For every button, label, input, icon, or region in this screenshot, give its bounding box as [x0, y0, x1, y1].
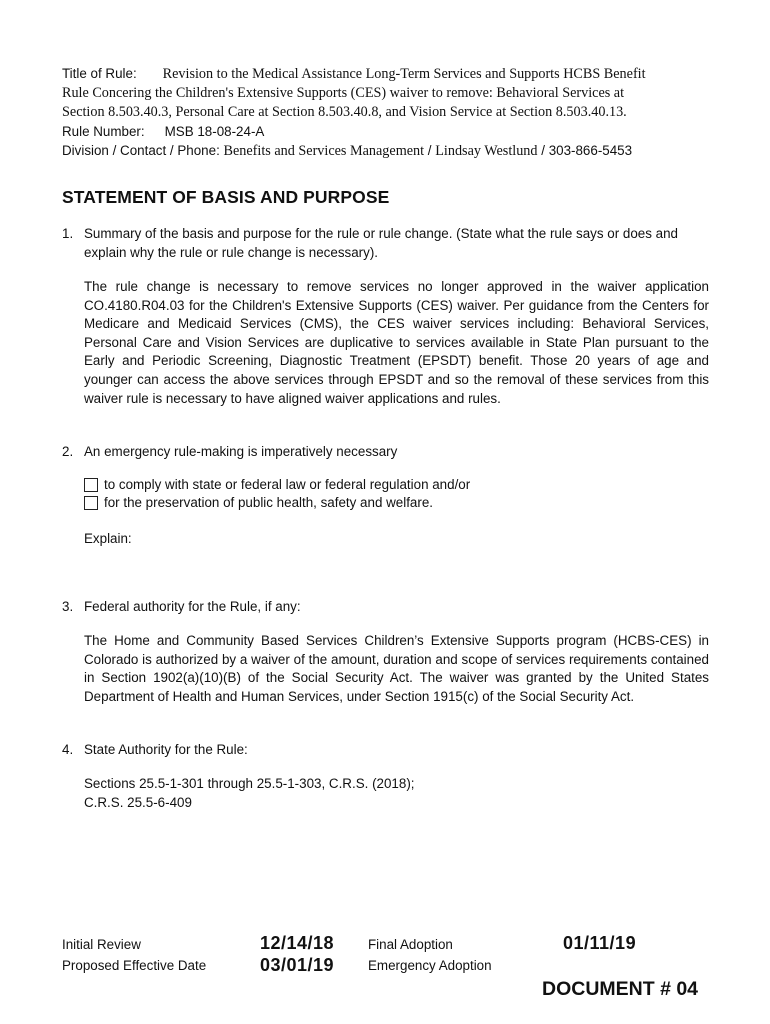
public-safety-checkbox[interactable]: [84, 496, 98, 510]
section-1-number: 1.: [62, 226, 74, 241]
section-4-answer-line-1: Sections 25.5-1-301 through 25.5-1-303, C.R.S. (2018);: [84, 776, 415, 791]
proposed-effective-date: 03/01/19: [260, 955, 335, 975]
division-label: Division / Contact / Phone:: [62, 143, 220, 158]
title-of-rule-line-2: Rule Concering the Children's Extensive Supports (CES) waiver to remove: Behavioral Services at: [62, 85, 625, 101]
section-4-question-text: State Authority for the Rule:: [84, 742, 248, 757]
section-2-question-text: An emergency rule-making is imperatively necessary: [84, 444, 398, 459]
section-3-number: 3.: [62, 599, 74, 614]
title-of-rule-label: Title of Rule:: [62, 66, 137, 81]
section-3-question: [62, 598, 710, 617]
section-1-question: [62, 225, 710, 262]
rule-header: Title of Rule: Revision to the Medical Assistance Long-Term Services and Supports HCBS Benefit Rule Concering the Children's Extensive Supports (CES) waiver to remove: Behavioral Services at Section 8.503.40.3, Personal Care at Section 8.503.40.8, and Vision Service at Section 8.503.40.13. Rule Number: MSB 18-08-24-A Division / Contact / Phone: Benefits and Services Management / Lindsay Westlund / 303-866-5453: [62, 64, 712, 161]
document-number: DOCUMENT # 04: [542, 978, 699, 1000]
title-of-rule-line-1: Revision to the Medical Assistance Long-Term Services and Supports HCBS Benefit: [162, 66, 646, 82]
law-compliance-label: to comply with state or federal law or federal regulation and/or: [104, 477, 471, 492]
final-adoption-date: 01/11/19: [563, 933, 637, 953]
public-safety-label: for the preservation of public health, safety and welfare.: [104, 495, 434, 510]
emergency-option-law[interactable]: [84, 476, 470, 495]
section-4-question: [62, 741, 710, 760]
section-4-answer-line-2: C.R.S. 25.5-6-409: [84, 795, 192, 810]
initial-review-label: Initial Review: [62, 937, 141, 952]
division-name: Benefits and Services Management: [223, 143, 425, 159]
emergency-option-safety[interactable]: [84, 494, 433, 513]
statement-title: STATEMENT OF BASIS AND PURPOSE: [62, 187, 390, 207]
contact-name: Lindsay Westlund: [435, 143, 538, 159]
section-4-number: 4.: [62, 742, 74, 757]
section-2-question: [62, 443, 710, 462]
explain-label: Explain:: [84, 531, 132, 546]
law-compliance-checkbox[interactable]: [84, 478, 98, 492]
section-3-answer: The Home and Community Based Services Children’s Extensive Supports program (HCBS-CES) in Colorado is authorized by a waiver of the amount, duration and scope of services requirements contained in Section 1902(a)(10)(B) of the Social Security Act. The waiver was granted by the United States Department of Health and Human Services, under Section 1915(c) of the Social Security Act.: [84, 633, 709, 704]
title-of-rule-line-3: Section 8.503.40.3, Personal Care at Section 8.503.40.8, and Vision Service at Section 8.503.40.13.: [62, 104, 627, 120]
rule-number-label: Rule Number:: [62, 124, 145, 139]
final-adoption-label: Final Adoption: [368, 937, 453, 952]
proposed-effective-label: Proposed Effective Date: [62, 958, 207, 973]
section-1-answer: The rule change is necessary to remove services no longer approved in the waiver application CO.4180.R04.03 for the Children's Extensive Supports (CES) waiver. Per guidance from the Centers for Medicare and Medicaid Services (CMS), the CES waiver services including: Behavioral Services, Personal Care and Vision Services are duplicative to services available in State Plan pursuant to the Early and Periodic Screening, Diagnostic Treatment (EPSDT) benefit. Those 20 years of age and younger can access the above services through EPSDT and so the removal of these services from this waiver rule is necessary to have aligned waiver applications and rules.: [84, 279, 709, 406]
section-2-number: 2.: [62, 444, 74, 459]
rule-number-value: MSB 18-08-24-A: [164, 124, 265, 139]
section-3-question-text: Federal authority for the Rule, if any:: [84, 599, 301, 614]
section-1-question-text: Summary of the basis and purpose for the rule or rule change. (State what the rule says or does and explain why the rule or rule change is necessary).: [84, 226, 678, 260]
initial-review-date: 12/14/18: [260, 933, 335, 953]
contact-phone: 303-866-5453: [548, 143, 633, 158]
emergency-adoption-label: Emergency Adoption: [368, 958, 492, 973]
